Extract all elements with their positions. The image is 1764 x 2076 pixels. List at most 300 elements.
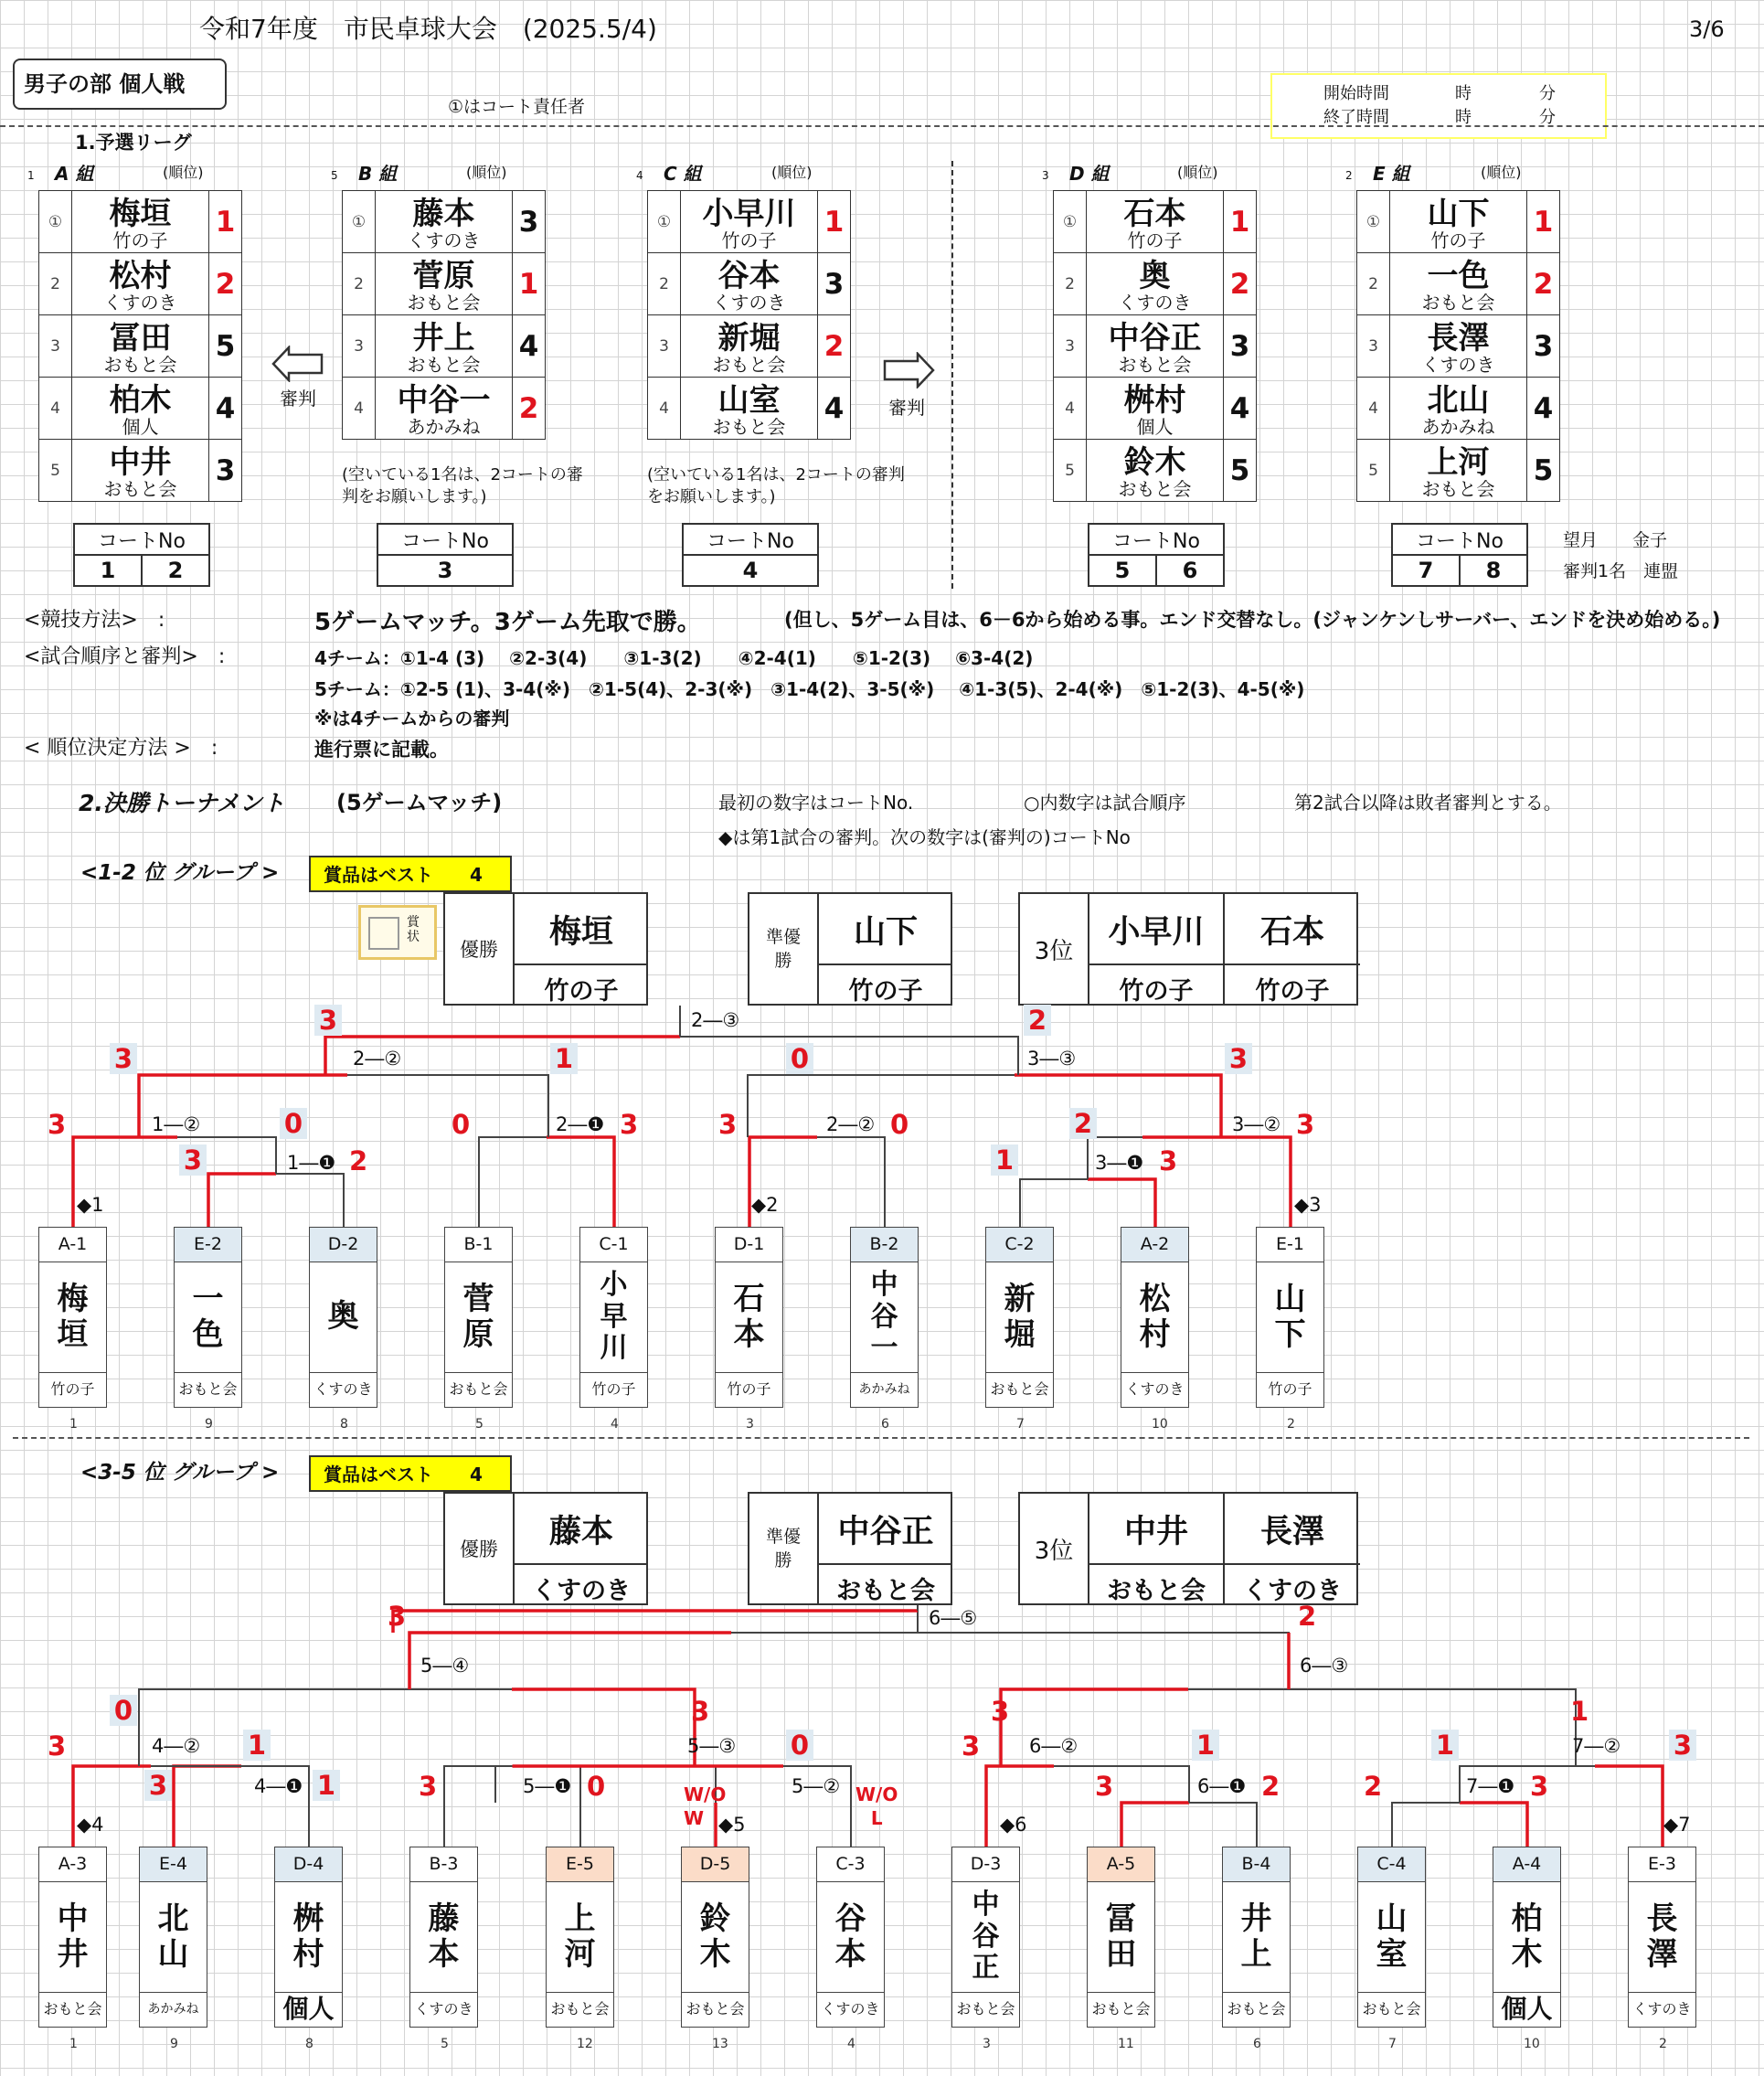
match-label: 3―③ [1027,1048,1077,1070]
bracket-line [1392,1803,1527,1847]
bracket-line [1088,1137,1291,1227]
third-club: 竹の子 [1089,963,1223,1006]
group1-title: <1-2 位 グループ > [80,861,280,885]
score-red: 2 [1364,1771,1383,1802]
bracket-line [1088,1179,1155,1227]
score-cell: 1 [243,1730,271,1761]
score-cell: 3 [144,1770,172,1801]
player-name: 桝村 [1123,381,1186,419]
method-main: 5ゲームマッチ。3ゲーム先取で勝。 [314,609,701,636]
third-name: 中井 [1123,1514,1188,1550]
player-seed: C-2 [986,1228,1053,1262]
prize-label: 賞品はベスト [324,864,433,886]
player-order: 6 [881,1417,889,1432]
player-name: 谷本 [717,257,781,294]
player-no: 5 [39,440,72,502]
note-loser-referee: 第2試合以降は敗者審判とする。 [1294,792,1562,814]
player-no: 4 [343,378,376,440]
player-rank: 1 [818,191,851,253]
score-red: 3 [1159,1145,1178,1176]
score-red: 3 [991,1696,1010,1727]
player-club: あかみね [1421,415,1495,438]
page-number: 3/6 [1689,16,1725,42]
player-no: 2 [39,253,72,315]
player-rank: 1 [513,253,546,315]
player-card [715,1227,783,1408]
player-no: 2 [648,253,681,315]
section-label: 男子の部 個人戦 [24,71,186,97]
player-no: 5 [1357,440,1390,502]
player-card [1628,1847,1696,2028]
bracket-line [174,1766,241,1847]
score-cell: 1 [1192,1730,1219,1761]
player-club: 個人 [1493,1992,1560,2026]
player-club: おもと会 [1358,1992,1425,2026]
player-no: 3 [1357,315,1390,378]
third-club: くすのき [1225,1563,1360,1606]
player-club: おもと会 [39,1992,106,2026]
group-seed: 2 [1345,169,1353,182]
player-rank: 5 [1527,440,1560,502]
diamond-mark: ◆2 [751,1194,779,1216]
player-rank: 3 [513,191,546,253]
tournament-heading: 2.決勝トーナメント [79,790,285,816]
player-order: 9 [205,1417,213,1432]
group-seed: 3 [1042,169,1049,182]
score-red: 3 [1095,1771,1114,1802]
player-club: おもと会 [682,1992,749,2026]
player-name: 山室 [717,381,781,419]
player-name: 鈴 木 [699,1900,731,1973]
player-card [309,1227,377,1408]
score-cell: 1 [991,1144,1018,1176]
player-card [681,1847,749,2028]
player-order: 4 [611,1417,619,1432]
score-red: 0 [587,1771,606,1802]
player-club: 竹の子 [716,1372,782,1406]
player-name: 松 村 [1139,1280,1171,1353]
player-card [1222,1847,1291,2028]
player-order: 5 [475,1417,484,1432]
player-name: 山下 [1427,195,1490,232]
player-order: 7 [1016,1417,1025,1432]
score-red: 3 [48,1109,67,1140]
prize-badge-2 [309,1455,512,1492]
court-number: 5 [1089,555,1156,586]
score-cell: 1 [1431,1730,1459,1761]
champion-label: 優勝 [445,894,515,1004]
player-name: 中井 [109,443,172,481]
player-seed: E-3 [1629,1847,1695,1882]
score-red: 2 [349,1145,368,1176]
player-seed: D-2 [310,1228,377,1262]
player-name: 中谷正 [1108,319,1202,357]
player-name: 冨 田 [1105,1900,1137,1973]
player-card [139,1847,207,2028]
score-red: 3 [419,1771,438,1802]
court-header: コートNo [74,524,209,555]
score-red: 3 [962,1730,981,1762]
bracket-line [479,1137,614,1227]
match-label: 6―③ [1300,1655,1349,1677]
match-label: 2―② [826,1113,876,1135]
player-club: おもと会 [103,353,177,376]
player-order: 9 [170,2037,178,2051]
match-label: 5―❶ [523,1775,572,1797]
player-name: 梅 垣 [57,1280,89,1353]
player-seed: A-1 [39,1228,106,1262]
player-order: 8 [340,1417,348,1432]
group-name: D 組 [1069,163,1110,185]
player-rank: 3 [209,440,242,502]
player-name: 柏 木 [1511,1900,1543,1973]
player-card [985,1227,1054,1408]
player-seed: A-3 [39,1847,106,1882]
player-seed: C-4 [1358,1847,1425,1882]
player-no: 3 [343,315,376,378]
third-club: おもと会 [1089,1563,1223,1606]
player-club: おもと会 [712,415,786,438]
court-number: 4 [683,555,818,586]
bracket-line [393,1611,918,1633]
diamond-mark: ◆3 [1294,1194,1322,1216]
group-seed: 5 [331,169,338,182]
third-label: 3位 [1020,1494,1089,1603]
bracket-line [1020,1179,1155,1227]
player-order: 10 [1524,2037,1540,2051]
player-name: 藤本 [412,195,475,232]
player-rank: 2 [513,378,546,440]
player-no: 4 [648,378,681,440]
match-label: 3―② [1232,1113,1281,1135]
third-place-box [1018,1492,1358,1605]
group-seed: 4 [636,169,643,182]
group-rank-header: (順位) [466,164,507,181]
player-club: 竹の子 [1127,229,1183,251]
player-seed: A-5 [1088,1847,1154,1882]
player-order: 13 [712,2037,728,2051]
player-club: おもと会 [712,353,786,376]
group-rank-header: (順位) [771,164,813,181]
player-rank: 3 [1527,315,1560,378]
player-name: 山 室 [1376,1900,1408,1973]
court-note: ①はコート責任者 [448,97,586,117]
court-number: 3 [377,555,513,586]
player-club: 竹の子 [580,1372,647,1406]
player-club: おもと会 [445,1372,512,1406]
player-rank: 3 [1224,315,1257,378]
diamond-mark: ◆7 [1663,1814,1691,1836]
court-number: 2 [142,555,209,586]
match-label: 4―❶ [254,1775,303,1797]
player-no: ① [1054,191,1087,253]
court-header: コートNo [1089,524,1224,555]
player-name: 桝 村 [292,1900,324,1973]
bracket-line [1595,1766,1663,1847]
runner-up-label: 準優勝 [749,894,819,1004]
player-order: 6 [1253,2037,1261,2051]
player-club: くすのき [817,1992,884,2026]
match-label: 6―❶ [1197,1775,1247,1797]
player-club: 竹の子 [1257,1372,1323,1406]
match-label: 3―❶ [1095,1152,1144,1174]
champion-name: 藤本 [548,1514,613,1550]
player-card [444,1227,513,1408]
player-no: 4 [1054,378,1087,440]
player-no: 3 [1054,315,1087,378]
player-club: おもと会 [1088,1992,1154,2026]
runner-up-name: 中谷正 [837,1514,934,1550]
bracket-line [208,1174,344,1227]
group-rank-header: (順位) [163,164,204,181]
order-label: <試合順序と審判> : [24,645,226,668]
player-name: 小早川 [702,195,796,232]
player-no: 2 [1054,253,1087,315]
player-name: 冨田 [109,319,172,357]
player-rank: 3 [818,253,851,315]
prize-label: 賞品はベスト [324,1464,433,1485]
player-name: 藤 本 [428,1900,460,1973]
player-rank: 2 [209,253,242,315]
court-header: コートNo [377,524,513,555]
player-seed: E-5 [547,1847,613,1882]
score-red: 3 [48,1730,67,1762]
player-name: 石 本 [733,1280,765,1353]
match-label: 5―③ [687,1735,737,1757]
player-name: 中谷一 [397,381,491,419]
player-no: ① [39,191,72,253]
score-cell: 1 [313,1770,340,1801]
player-card [174,1227,242,1408]
bracket-line [1121,1803,1257,1847]
runner-up-club: おもと会 [819,1563,952,1606]
score-red: 1 [1570,1696,1589,1727]
player-card [1087,1847,1155,2028]
player-card [409,1847,478,2028]
player-seed: D-1 [716,1228,782,1262]
bracket-line [748,1075,1221,1140]
bracket-line [393,1611,918,1633]
runner-up-box [748,1492,952,1605]
player-no: 4 [1357,378,1390,440]
player-club: 竹の子 [39,1372,106,1406]
player-rank: 1 [1224,191,1257,253]
player-rank: 4 [513,315,546,378]
player-seed: B-2 [851,1228,918,1262]
score-red: 3 [718,1109,738,1140]
player-name: 北山 [1427,381,1490,419]
bracket-line [139,1689,695,1766]
player-rank: 4 [1527,378,1560,440]
match-type: (5ゲームマッチ) [336,790,503,815]
bracket-line [1015,1075,1221,1137]
player-order: 1 [69,2037,78,2051]
runner-up-label: 準優勝 [749,1494,819,1603]
player-name: 長澤 [1427,319,1490,357]
player-club: おもと会 [1421,477,1495,500]
player-club: 竹の子 [112,229,168,251]
group-name: A 組 [55,163,94,185]
prize-num: 4 [470,864,483,886]
bracket-line [1001,1689,1576,1766]
champion-box [443,1492,648,1605]
player-club: おもと会 [952,1992,1019,2026]
player-club: おもと会 [407,353,481,376]
court-header: コートNo [1392,524,1527,555]
match-label: 5―② [792,1775,841,1797]
order-four: 4チーム：①1-4 (3) ②2-3(4) ③1-3(2) ④2-4(1) ⑤1-2(3) ⑥3-4(2) [314,647,1034,669]
note-court: 最初の数字はコートNo. [718,792,914,814]
player-order: 5 [441,2037,449,2051]
group2-title: <3-5 位 グループ > [80,1461,280,1485]
player-card [816,1847,885,2028]
player-card [850,1227,919,1408]
player-rank: 5 [209,315,242,378]
score-red: 3 [620,1109,639,1140]
player-order: 7 [1388,2037,1397,2051]
player-no: 5 [1054,440,1087,502]
score-red: 3 [691,1696,710,1727]
score-red: 3 [1530,1771,1549,1802]
champion-club: くすのき [515,1563,648,1606]
player-seed: B-1 [445,1228,512,1262]
player-club: 竹の子 [1430,229,1486,251]
group-rank-header: (順位) [1177,164,1218,181]
player-name: 長 澤 [1646,1900,1678,1973]
player-rank: 1 [209,191,242,253]
player-card [579,1227,648,1408]
player-seed: D-3 [952,1847,1019,1882]
player-rank: 4 [209,378,242,440]
player-card [1357,1847,1426,2028]
bracket-line [1460,1803,1527,1847]
player-rank: 5 [1224,440,1257,502]
prize-num: 4 [470,1464,483,1485]
player-order: 2 [1287,1417,1295,1432]
player-name: 菅原 [412,257,475,294]
court-number: 7 [1392,555,1460,586]
player-no: ① [648,191,681,253]
score-cell: 3 [1669,1730,1696,1761]
walkover-loss: W/O L [855,1783,898,1829]
player-club: あかみね [851,1372,918,1406]
referee-names: 望月 金子 [1563,530,1668,550]
player-name: 谷 本 [834,1900,866,1973]
player-order: 3 [983,2037,991,2051]
player-rank: 2 [1527,253,1560,315]
diamond-mark: ◆5 [718,1814,746,1836]
player-club: おもと会 [1421,291,1495,314]
player-order: 1 [69,1417,78,1432]
runner-up-club: 竹の子 [819,963,952,1006]
player-seed: D-4 [275,1847,342,1882]
match-label: 7―❶ [1466,1775,1515,1797]
player-club: おもと会 [175,1372,241,1406]
order-note: ※は4チームからの審判 [314,708,510,729]
time-box: 開始時間 時 分 終了時間 時 分 [1270,73,1607,139]
player-no: 2 [1357,253,1390,315]
score-cell: 3 [1225,1043,1252,1074]
score-cell: 2 [1024,1005,1051,1036]
player-no: ① [1357,191,1390,253]
walkover-win: W/O W [684,1783,727,1829]
certificate-text: 賞状 [407,915,420,944]
player-seed: E-2 [175,1228,241,1262]
player-club: おもと会 [986,1372,1053,1406]
score-cell: 2 [1069,1108,1097,1139]
score-cell: 1 [550,1043,578,1074]
note-diamond: ◆は第1試合の審判。次の数字は(審判の)コートNo [718,826,1131,848]
bracket-line [1121,1803,1189,1847]
player-card [1493,1847,1561,2028]
player-club: おもと会 [1118,353,1192,376]
player-club: くすのき [407,229,481,251]
bracket-line [547,1137,614,1227]
champion-name: 梅垣 [548,914,613,951]
player-seed: C-3 [817,1847,884,1882]
diamond-mark: ◆4 [77,1814,104,1836]
player-club: くすのき [410,1992,477,2026]
player-club: 竹の子 [721,229,777,251]
player-name: 石本 [1123,195,1186,232]
player-seed: E-1 [1257,1228,1323,1262]
player-seed: E-4 [140,1847,207,1882]
player-name: 柏木 [109,381,172,419]
champion-club: 竹の子 [515,963,648,1006]
player-seed: B-3 [410,1847,477,1882]
match-label: 1―② [152,1113,201,1135]
player-rank: 2 [818,315,851,378]
score-red: 3 [1296,1109,1315,1140]
match-label: 7―② [1572,1735,1621,1757]
score-red: 3 [388,1601,407,1632]
player-club: あかみね [140,1992,207,2026]
player-order: 10 [1152,1417,1168,1432]
player-no: 3 [39,315,72,378]
player-name: 一色 [1427,257,1490,294]
match-label: 2―❶ [556,1113,605,1135]
player-order: 8 [305,2037,313,2051]
court-header: コートNo [683,524,818,555]
player-card [38,1227,107,1408]
score-cell: 3 [314,1005,342,1036]
player-name: 中 井 [57,1900,89,1973]
player-club: おもと会 [103,477,177,500]
score-cell: 3 [110,1043,137,1074]
player-order: 11 [1118,2037,1134,2051]
match-label: 1―❶ [287,1152,336,1174]
player-club: くすのき [1421,353,1495,376]
bracket-line [208,1174,276,1227]
score-red: 2 [1298,1601,1317,1632]
bracket-line [512,1689,695,1766]
method-label: <競技方法> : [24,609,165,632]
player-name: 一 色 [192,1280,224,1353]
player-name: 奥 [327,1298,359,1336]
player-rank: 4 [818,378,851,440]
score-red: 2 [1261,1771,1280,1802]
player-name: 菅 原 [462,1280,494,1353]
diamond-mark: ◆1 [77,1194,104,1216]
player-seed: D-5 [682,1847,749,1882]
player-card [1121,1227,1189,1408]
player-card [951,1847,1020,2028]
player-club: くすのき [310,1372,377,1406]
player-name: 中 谷 正 [972,1889,1000,1985]
player-rank: 1 [1527,191,1560,253]
player-rank: 4 [1224,378,1257,440]
match-label: 2―② [353,1048,402,1070]
